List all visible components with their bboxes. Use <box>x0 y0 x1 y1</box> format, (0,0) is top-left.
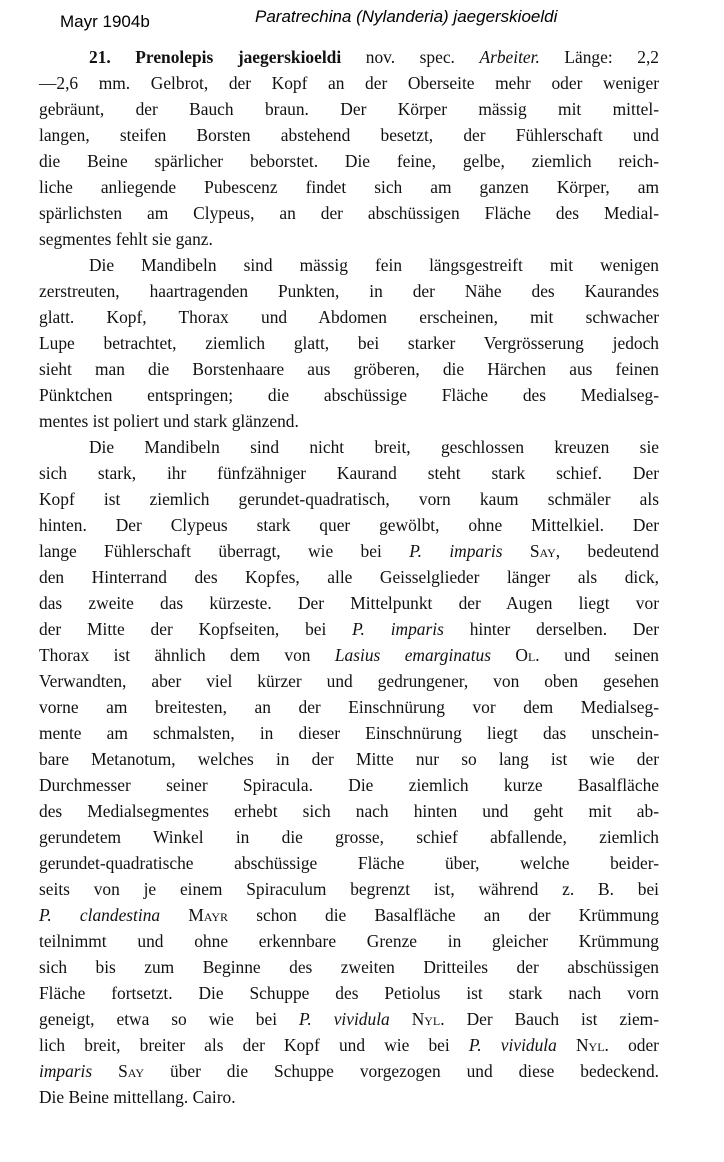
species-name: Lasius emarginatus <box>334 645 492 665</box>
species-name: P. imparis <box>409 541 503 561</box>
text-line: der Mitte der Kopfseiten, bei P. imparis hinter derselben. Der <box>39 619 659 639</box>
text-line: lich breit, breiter als der Kopf und wie bei P. vividula Nyl. oder <box>39 1035 659 1055</box>
text-line: die Beine spärlicher beborstet. Die feine, gelbe, ziemlich reich- <box>39 151 659 171</box>
header-taxon-name: Paratrechina (Nylanderia) jaegerskioeldi <box>255 7 558 26</box>
text-line: hinten. Der Clypeus stark quer gewölbt, ohne Mittelkiel. Der <box>39 515 659 535</box>
text-line: teilnimmt und ohne erkennbare Grenze in gleicher Krümmung <box>39 931 659 951</box>
text-line: segmentes fehlt sie ganz. <box>39 229 213 249</box>
text-line: Die Beine mittellang. Cairo. <box>39 1087 236 1107</box>
text-line: Fläche fortsetzt. Die Schuppe des Petiolus ist stark nach vorn <box>39 983 659 1003</box>
text-line: Kopf ist ziemlich gerundet-quadratisch, vorn kaum schmäler als <box>39 489 659 509</box>
text-line: lange Fühlerschaft überragt, wie bei P. imparis Say, bedeutend <box>39 541 660 561</box>
text-line: zerstreuten, haartragenden Punkten, in der Nähe des Kaurandes <box>39 281 659 301</box>
text-line: —2,6 mm. Gelbrot, der Kopf an der Oberseite mehr oder weniger <box>39 73 659 93</box>
author-name: Ol. <box>515 645 540 665</box>
text-line: geneigt, etwa so wie bei P. vividula Nyl. Der Bauch ist ziem- <box>39 1009 659 1029</box>
text-line: Pünktchen entspringen; die abschüssige Fläche des Medialseg- <box>39 385 659 405</box>
author-name: Nyl. <box>576 1035 609 1055</box>
species-name: P. imparis <box>352 619 444 639</box>
author-name: Mayr <box>188 905 229 925</box>
text-line: spärlichsten am Clypeus, an der abschüssigen Fläche des Medial- <box>39 203 659 223</box>
text-line: den Hinterrand des Kopfes, alle Geisselglieder länger als dick, <box>39 567 659 587</box>
species-name: Arbeiter. <box>479 47 540 67</box>
text-line: mente am schmalsten, in dieser Einschnürung liegt das unschein- <box>39 723 659 743</box>
text-line: gerundet-quadratische abschüssige Fläche über, welche beider- <box>39 853 659 873</box>
body-text <box>39 44 659 1110</box>
text-line: sich stark, ihr fünfzähniger Kaurand steht stark schief. Der <box>39 463 659 483</box>
author-name: Say <box>529 541 556 561</box>
author-name: Say <box>118 1061 145 1081</box>
text-line: imparis Say über die Schuppe vorgezogen und diese bedeckend. <box>39 1061 659 1081</box>
text-line: P. clandestina Mayr schon die Basalfläche an der Krümmung <box>39 905 659 925</box>
author-name: Nyl. <box>411 1009 445 1029</box>
text-line: Lupe betrachtet, ziemlich glatt, bei starker Vergrösserung jedoch <box>39 333 659 353</box>
text-line: sich bis zum Beginne des zweiten Dritteiles der abschüssigen <box>39 957 659 977</box>
text-line: Durchmesser seiner Spiracula. Die ziemlich kurze Basalfläche <box>39 775 659 795</box>
text-line: sieht man die Borstenhaare aus gröberen, die Härchen aus feinen <box>39 359 659 379</box>
text-line: gerundetem Winkel in die grosse, schief abfallende, ziemlich <box>39 827 659 847</box>
text-line: glatt. Kopf, Thorax und Abdomen erscheinen, mit schwacher <box>39 307 659 327</box>
text-line: des Medialsegmentes erhebt sich nach hinten und geht mit ab- <box>39 801 659 821</box>
text-line: Verwandten, aber viel kürzer und gedrungener, von oben gesehen <box>39 671 659 691</box>
text-line: mentes ist poliert und stark glänzend. <box>39 411 299 431</box>
text-line: das zweite das kürzeste. Der Mittelpunkt der Augen liegt vor <box>39 593 659 613</box>
text-line: gebräunt, der Bauch braun. Der Körper mässig mit mittel- <box>39 99 659 119</box>
species-name: P. vividula <box>468 1035 557 1055</box>
text-line: Die Mandibeln sind nicht breit, geschlossen kreuzen sie <box>89 437 659 457</box>
text-line: 21. Prenolepis jaegerskioeldi nov. spec. Arbeiter. Länge: 2,2 <box>89 47 659 67</box>
species-heading: 21. Prenolepis jaegerskioeldi <box>89 47 342 67</box>
species-name: P. vividula <box>299 1009 390 1029</box>
header-citation: Mayr 1904b <box>60 12 150 31</box>
text-line: bare Metanotum, welches in der Mitte nur so lang ist wie der <box>39 749 659 769</box>
text-line: liche anliegende Pubescenz findet sich am ganzen Körper, am <box>39 177 659 197</box>
text-line: langen, steifen Borsten abstehend besetzt, der Fühlerschaft und <box>39 125 659 145</box>
text-line: Die Mandibeln sind mässig fein längsgestreift mit wenigen <box>89 255 659 275</box>
text-line: Thorax ist ähnlich dem von Lasius emarginatus Ol. und seinen <box>39 645 659 665</box>
species-name: imparis <box>39 1061 93 1081</box>
text-line: seits von je einem Spiraculum begrenzt ist, während z. B. bei <box>39 879 659 899</box>
species-name: P. clandestina <box>39 905 161 925</box>
text-line: vorne am breitesten, an der Einschnürung vor dem Medialseg- <box>39 697 659 717</box>
